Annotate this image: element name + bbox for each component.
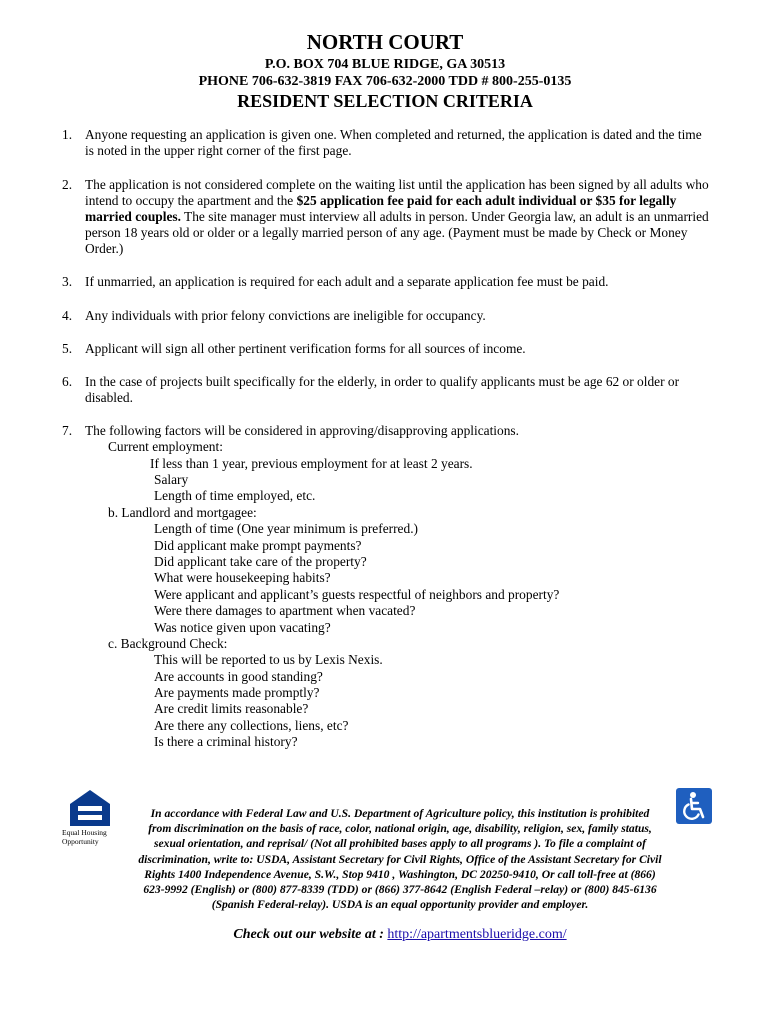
item-number: 7. [62,423,73,438]
criteria-item-1 [62,127,712,159]
website-line [0,926,770,943]
equal-housing-label: Equal Housing Opportunity [62,828,107,846]
criteria-item-2 [62,177,712,257]
website-label: Check out our website at : [233,927,388,942]
item-text: Applicant will sign all other pertinent verification forms for all sources of income. [85,341,526,356]
factor-landlord: b. Landlord and mortgagee: [108,505,257,520]
property-name: NORTH COURT [306,30,464,54]
criteria-item-6 [62,374,712,406]
item-number: 2. [62,177,73,192]
item-number: 1. [62,127,73,142]
criteria-item-3 [62,274,712,290]
factor-current-employment: Current employment: [108,439,223,454]
item-text: In the case of projects built specifically for the elderly, in order to qualify applicants must be age 62 or older or disabled. [85,374,680,405]
factor-line: Are payments made promptly? [154,685,320,700]
item-text [85,177,712,257]
factor-line: Did applicant make prompt payments? [154,538,362,553]
factor-line: Are credit limits reasonable? [154,701,309,716]
page-title: RESIDENT SELECTION CRITERIA [237,91,533,111]
factor-line: Are accounts in good standing? [154,669,323,684]
item-number: 5. [62,341,73,356]
factor-line: Salary [154,472,189,487]
item-text-post: The site manager must interview all adults in person. Under Georgia law, an adult is an unmarried person 18 years old or older or a legally married person of any age. (Payment must be made by Check or Money Order.) [85,209,709,256]
factor-line: Is there a criminal history? [154,734,298,749]
item-text: The following factors will be considered in approving/disapproving applications. [85,423,519,438]
item-text: If unmarried, an application is required for each adult and a separate application fee must be paid. [85,274,609,289]
factor-line: Are there any collections, liens, etc? [154,718,349,733]
mailing-address: P.O. BOX 704 BLUE RIDGE, GA 30513 [264,57,506,72]
factor-line: Were there damages to apartment when vacated? [154,603,416,618]
factor-line: This will be reported to us by Lexis Nexis. [154,652,383,667]
factor-line: Length of time employed, etc. [154,488,316,503]
criteria-item-7 [62,423,712,439]
criteria-item-4 [62,308,712,324]
criteria-item-5 [62,341,712,357]
item-text: Any individuals with prior felony convictions are ineligible for occupancy. [85,308,486,323]
factor-line: If less than 1 year, previous employment for at least 2 years. [150,456,473,471]
item-text-pre: The application is not considered complete on the waiting list until the application has been signed by all adults who intend to occupy the apartment and the [85,177,709,208]
item-number: 6. [62,374,73,389]
application-fee-text: $25 application fee paid for each adult individual or $35 for legally married couples. [85,193,677,224]
wheelchair-icon [676,788,712,824]
factor-line: Length of time (One year minimum is preferred.) [154,521,419,536]
factor-line: Were applicant and applicant’s guests respectful of neighbors and property? [154,587,560,602]
contact-numbers: PHONE 706-632-3819 FAX 706-632-2000 TDD # 800-255-0135 [198,74,572,89]
website-link[interactable]: http://apartmentsblueridge.com/ [387,927,567,942]
factor-line: Did applicant take care of the property? [154,554,367,569]
item-number: 4. [62,308,73,323]
nondiscrimination-statement: In accordance with Federal Law and U.S. Department of Agriculture policy, this institution is prohibited from discrimination on the basis of race, color, national origin, age, disability, religion, sex, family status, sexual orientation, and reprisal/ (Not all prohibited bases apply to all programs ). To file a complaint of discrimination, write to: USDA, Assistant Secretary for Civil Rights, Office of the Assistant Secretary for Civil Rights 1400 Independence Avenue, S.W., Stop 9410 , Washington, DC 20250-9410, Or call toll-free at (866) 623-9992 (English) or (800) 877-8339 (TDD) or (866) 377-8642 (English Federal –relay) or (800) 845-6136 (Spanish Federal-relay). USDA is an equal opportunity provider and employer. [138,807,662,912]
factor-background-check: c. Background Check: [108,636,228,651]
item-text: Anyone requesting an application is given one. When completed and returned, the application is dated and the time is noted in the upper right corner of the first page. [85,127,702,158]
item-number: 3. [62,274,73,289]
factor-line: What were housekeeping habits? [154,570,331,585]
factor-line: Was notice given upon vacating? [154,620,331,635]
